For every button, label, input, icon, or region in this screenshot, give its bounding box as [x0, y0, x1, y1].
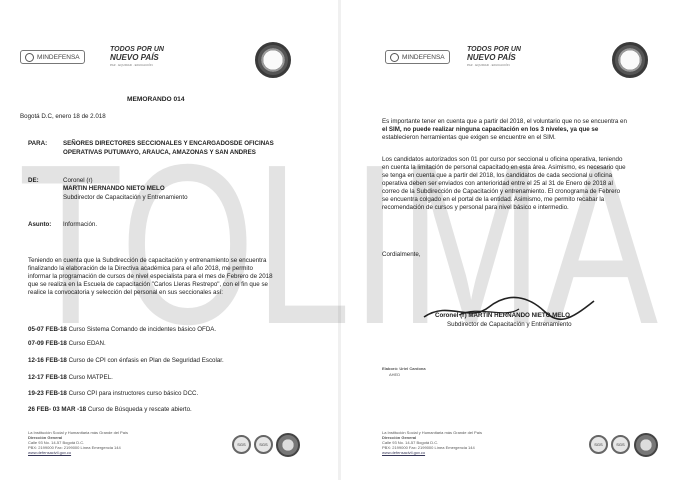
body-line: realice la convocatoria y selección del personal en sus seccionales así: [28, 289, 224, 296]
footer-web: www.defensacivil.gov.co [28, 450, 72, 455]
elaboro-sub: AHED [389, 372, 401, 377]
defensa-civil-crest-icon [612, 42, 648, 78]
course-date: 26 FEB- 03 MAR -18 [28, 406, 87, 413]
page-footer [28, 430, 128, 455]
certification-icon: SGS [611, 435, 630, 454]
memo-date: Bogotá D.C, enero 18 de 2.018 [20, 113, 106, 120]
body-line: el SIM, no puede realizar ninguna capacitación en los 3 niveles, ya que se [382, 126, 599, 133]
campaign-logo [110, 46, 164, 67]
course-date: 12-16 FEB-18 [28, 357, 67, 364]
page-footer [382, 430, 482, 455]
course-name: Curso EDAN. [68, 340, 106, 347]
body-line: recomendación de cursos y personal para nivel básico e intermedio. [382, 204, 569, 211]
body-line: Los candidatos autorizados son 01 por curso por seccional u oficina operativa, teniendo [382, 156, 623, 163]
body-line: Teniendo en cuenta que la Subdirección de capacitación y entrenamiento se encuentra [28, 257, 267, 264]
course-name: Curso de CPI con énfasis en Plan de Seguridad Escolar. [68, 357, 224, 364]
course-name: Curso CPI para instructores curso básico DCC. [68, 390, 199, 397]
signer-title: Subdirector de Capacitación y Entrenamiento [447, 321, 572, 328]
campaign-line2: NUEVO PAÍS [110, 53, 159, 62]
ministry-label: MINDEFENSA [402, 53, 445, 61]
footer-line: La Institución Social y Humanitaria más Grande del País [28, 430, 129, 435]
watermark-text: TOLIMA [18, 145, 658, 335]
course-date: 07-09 FEB-18 [28, 340, 67, 347]
asunto-value: Información. [63, 221, 98, 228]
course-item [28, 374, 113, 381]
footer-line: PBX: 2199000 Fax: 2199000 Línea Emergencia 144 [382, 445, 475, 450]
shield-icon [25, 53, 34, 62]
campaign-line2: NUEVO PAÍS [467, 53, 516, 62]
de-label: DE: [28, 177, 39, 184]
body-line: en cuenta la limitación de personal capacitado en esta área. Asimismo, es necesario que [382, 164, 626, 171]
para-line2: OPERATIVAS PUTUMAYO, ARAUCA, AMAZONAS Y SAN ANDRES [63, 149, 256, 156]
elaboro-label: Elaboró: Uriel Cardona [382, 366, 426, 371]
footer-line: Dirección General [28, 435, 63, 440]
course-name: Curso de Búsqueda y rescate abierto. [87, 406, 192, 413]
body-line: se encuentra colgado en el portal de la entidad. Asimismo, me permito recabar la [382, 196, 605, 203]
de-rank: Coronel (r) [63, 177, 93, 184]
body-line: operativa deben ser enviados con anterioridad entre el 25 al 31 de Enero de 2018 al [382, 180, 613, 187]
course-name: Curso Sistema Comando de incidentes básico OFDA. [68, 326, 217, 333]
footer-line: La Institución Social y Humanitaria más Grande del País [382, 430, 483, 435]
ministry-label: MINDEFENSA [37, 53, 80, 61]
body-line: establecieron herramientas que exigen se encuentre en el SIM. [382, 134, 556, 141]
de-name: MARTIN HERNANDO NIETO MELO [63, 185, 165, 192]
para-line1: SEÑORES DIRECTORES SECCIONALES Y ENCARGADOSDE OFICINAS [63, 140, 274, 147]
para-label: PARA: [28, 140, 48, 147]
body-line: finalizando la elaboración de la Directiva académica para el año 2018, me permito [28, 265, 253, 272]
campaign-line1: TODOS POR UN [110, 46, 164, 53]
asunto-label: Asunto: [28, 221, 52, 228]
course-item [28, 340, 106, 347]
closing-text: Cordialmente, [382, 251, 421, 258]
certification-icon: SGS [589, 435, 608, 454]
signer-name: Coronel (r) MARTIN HERNANDO NIETO MELO [435, 312, 570, 319]
body-line: correo de la Subdirección de Capacitación y entrenamiento. El cronograma de Febrero [382, 188, 621, 195]
course-item [28, 406, 192, 413]
campaign-tagline: PAZ · EQUIDAD · EDUCACIÓN [467, 63, 510, 67]
body-line: informar la programación de cursos de nivel especialista para el mes de Febrero de 2018 [28, 273, 273, 280]
certification-icon: SGS [254, 435, 273, 454]
memo-title: MEMORANDO 014 [127, 96, 185, 103]
course-date: 19-23 FEB-18 [28, 390, 67, 397]
body-line: se tenga en cuenta que a partir del 2018, los candidatos de cada seccional u oficina [382, 172, 613, 179]
campaign-logo [467, 46, 521, 67]
course-item [28, 390, 198, 397]
footer-line: Calle 93 No. 14-57 Bogotá D.C. [382, 440, 439, 445]
de-title: Subdirector de Capacitación y Entrenamiento [63, 194, 188, 201]
footer-line: Calle 93 No. 14-57 Bogotá D.C. [28, 440, 85, 445]
footer-web: www.defensacivil.gov.co [382, 450, 426, 455]
campaign-tagline: PAZ · EQUIDAD · EDUCACIÓN [110, 63, 153, 67]
course-date: 05-07 FEB-18 [28, 326, 67, 333]
body-line: que se realiza en la Escuela de capacitación "Carlos Lleras Restrepo", con el fin que se [28, 281, 268, 288]
tolima-watermark [0, 145, 679, 335]
course-item [28, 357, 224, 364]
footer-line: Dirección General [382, 435, 417, 440]
course-name: Curso MATPEL. [68, 374, 113, 381]
mindefensa-logo [20, 50, 85, 64]
shield-icon [390, 53, 399, 62]
body-line: Es importante tener en cuenta que a partir del 2018, el voluntario que no se encuentra en [382, 118, 627, 125]
colombia-emblem-icon [276, 433, 300, 457]
course-date: 12-17 FEB-18 [28, 374, 67, 381]
mindefensa-logo [385, 50, 450, 64]
footer-line: PBX: 2199000 Fax: 2199000 Línea Emergencia 144 [28, 445, 121, 450]
campaign-line1: TODOS POR UN [467, 46, 521, 53]
colombia-emblem-icon [634, 433, 658, 457]
defensa-civil-crest-icon [255, 42, 291, 78]
certification-icon: SGS [232, 435, 251, 454]
